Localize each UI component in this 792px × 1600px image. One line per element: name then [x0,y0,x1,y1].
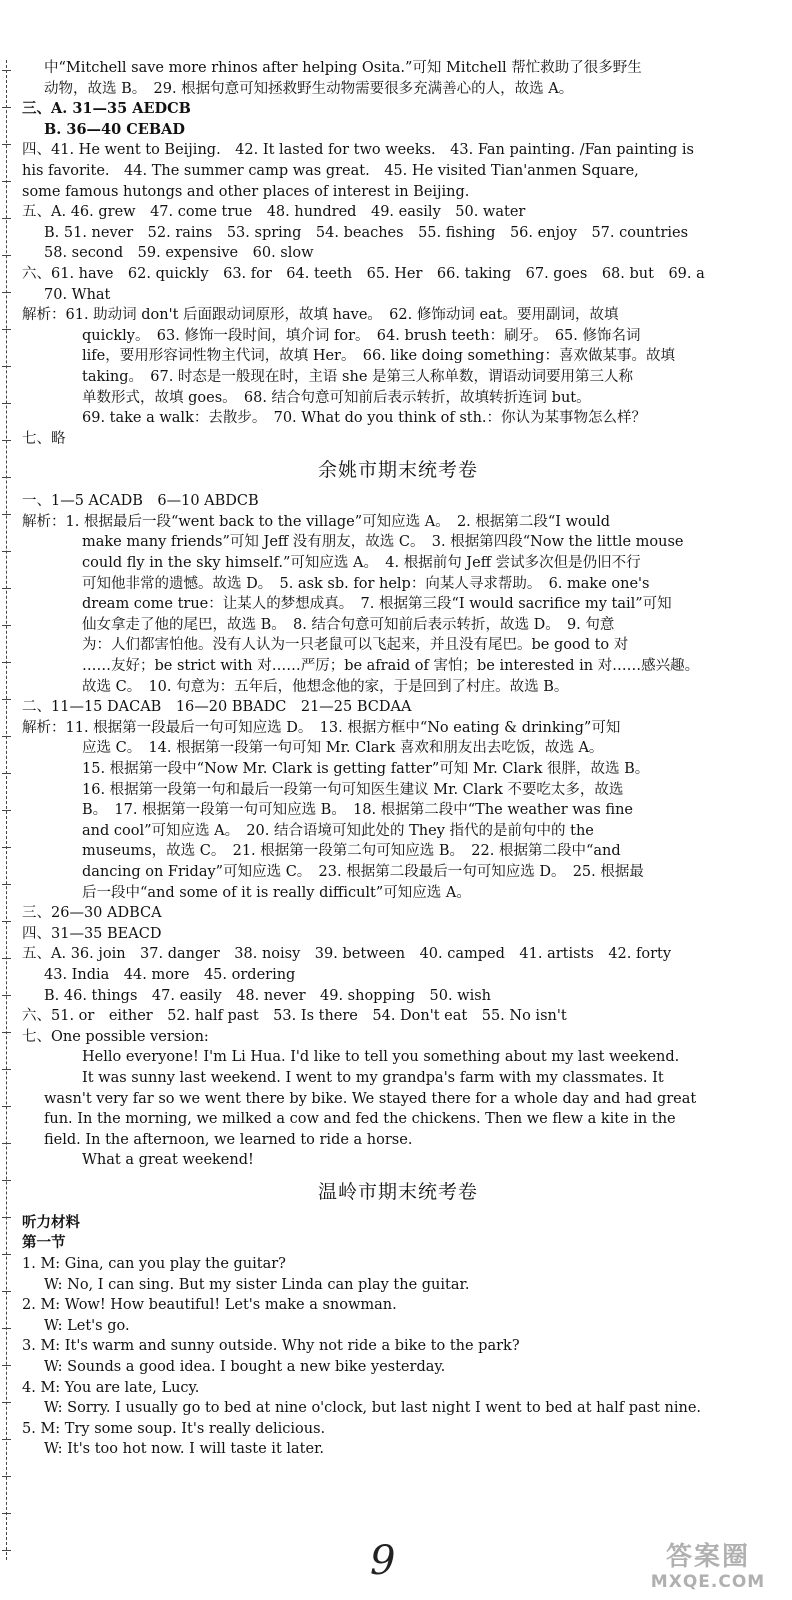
margin-tick [2,366,11,367]
text-line: It was sunny last weekend. I went to my grandpa's farm with my classmates. It [82,1069,664,1086]
text-line: 70. What [44,286,111,303]
margin-tick [2,144,11,145]
text-line: quickly。 63. 修饰一段时间，填介词 for。 64. brush teeth：刷牙。 65. 修饰名词 [82,327,641,344]
text-line: make many friends”可知 Jeff 没有朋友，故选 C。 3. 根据第四段“Now the little mouse [82,534,684,551]
margin-tick [2,1550,11,1551]
page-number: 9 [370,1538,396,1584]
text-line: 第一节 [22,1234,66,1252]
margin-tick [2,551,11,552]
text-line: 仙女拿走了他的尾巴，故选 B。 8. 结合句意可知前后表示转折，故选 D。 9. 句意 [82,616,615,633]
text-line: 三、A. 31—35 AEDCB [22,100,191,118]
section-title: 余姚市期末统考卷 [317,459,478,482]
text-line: B. 51. never 52. rains 53. spring 54. beaches 55. fishing 56. enjoy 57. countries [44,224,689,241]
text-line: 58. second 59. expensive 60. slow [44,245,314,262]
margin-tick [2,181,11,182]
text-line: W: It's too hot now. I will taste it later. [44,1441,325,1458]
text-line: What a great weekend! [82,1152,254,1169]
text-line: 可知他非常的遗憾。故选 D。 5. ask sb. for help：向某人寻求帮助。 6. make one's [82,575,650,592]
text-line: and cool”可知应选 A。 20. 结合语境可知此处的 They 指代的是前句中的 the [82,822,594,839]
margin-tick [2,107,11,108]
margin-tick [2,1365,11,1366]
watermark [638,1542,778,1594]
margin-tick [2,1513,11,1514]
text-line: 15. 根据第一段中“Now Mr. Clark is getting fatter”可知 Mr. Clark 很胖，故选 B。 [82,761,650,777]
watermark-url: MXQE.COM [650,1572,766,1592]
text-line: 3. M: It's warm and sunny outside. Why not ride a bike to the park? [22,1338,520,1355]
text-line: 六、61. have 62. quickly 63. for 64. teeth 65. Her 66. taking 67. goes 68. but 69. a [22,265,705,282]
text-line: 中“Mitchell save more rhinos after helping Osita.”可知 Mitchell 帮忙救助了很多野生 [44,60,642,76]
text-line: fun. In the morning, we milked a cow and fed the chickens. Then we flew a kite in the [44,1111,676,1128]
margin-tick [2,1254,11,1255]
margin-tick [2,810,11,811]
text-line: 动物，故选 B。 29. 根据句意可知拯救野生动物需要很多充满善心的人，故选 A。 [44,80,574,97]
margin-tick [2,736,11,737]
text-line: 5. M: Try some soup. It's really delicious. [22,1420,326,1437]
margin-tick [2,255,11,256]
margin-tick [2,1143,11,1144]
text-line: 16. 根据第一段第一句和最后一段第一句可知医生建议 Mr. Clark 不要吃太多，故选 [82,781,624,798]
text-line: 解析：11. 根据第一段最后一句可知应选 D。 13. 根据方框中“No eating & drinking”可知 [22,719,621,736]
margin-tick [2,773,11,774]
text-line: 一、1—5 ACADB 6—10 ABDCB [22,493,259,510]
margin-tick [2,477,11,478]
margin-tick [2,1069,11,1070]
text-line: some famous hutongs and other places of interest in Beijing. [22,183,470,200]
margin-tick [2,1106,11,1107]
answer-key-page [22,58,774,1460]
text-line: B。 17. 根据第一段第一句可知应选 B。 18. 根据第二段中“The weather was fine [82,802,633,819]
margin-tick [2,1180,11,1181]
text-line: Hello everyone! I'm Li Hua. I'd like to tell you something about my last weekend. [82,1049,680,1066]
text-line: 解析：61. 助动词 don't 后面跟动词原形，故填 have。 62. 修饰动词 eat。要用副词，故填 [22,307,619,324]
text-line: could fly in the sky himself.”可知应选 A。 4. 根据前句 Jeff 尝试多次但是仍旧不行 [82,555,641,572]
text-line: 1. M: Gina, can you play the guitar? [22,1256,286,1273]
text-line: ……友好；be strict with 对……严厉；be afraid of 害怕；be interested in 对……感兴趣。 [82,658,700,675]
text-line: W: Sorry. I usually go to bed at nine o'clock, but last night I went to bed at half past nine. [44,1400,702,1417]
text-line: field. In the afternoon, we learned to ride a horse. [44,1131,413,1148]
text-line: 4. M: You are late, Lucy. [22,1379,200,1396]
text-line: B. 46. things 47. easily 48. never 49. shopping 50. wish [44,987,492,1004]
text-line: 二、11—15 DACAB 16—20 BBADC 21—25 BCDAA [22,699,412,716]
text-line: 四、31—35 BEACD [22,925,162,942]
margin-tick [2,1328,11,1329]
text-line: 单数形式，故填 goes。 68. 结合句意可知前后表示转折，故填转折连词 but。 [82,389,591,406]
text-line: 七、略 [22,430,66,447]
margin-tick [2,884,11,885]
text-line: wasn't very far so we went there by bike. We stayed there for a whole day and had great [44,1090,697,1107]
text-line: 三、26—30 ADBCA [22,905,162,922]
text-line: his favorite. 44. The summer camp was great. 45. He visited Tian'anmen Square, [22,162,639,179]
text-line: 五、A. 36. join 37. danger 38. noisy 39. between 40. camped 41. artists 42. forty [22,946,672,963]
text-line: 五、A. 46. grew 47. come true 48. hundred 49. easily 50. water [22,204,526,221]
margin-tick [2,218,11,219]
margin-tick [2,1291,11,1292]
margin-tick [2,958,11,959]
watermark-logo: 答案圈 [665,1542,750,1572]
margin-tick [2,1032,11,1033]
text-line: 解析：1. 根据最后一段“went back to the village”可知应选 A。 2. 根据第二段“I would [22,513,611,530]
text-line: 2. M: Wow! How beautiful! Let's make a snowman. [22,1297,397,1314]
margin-tick [2,847,11,848]
text-line: 69. take a walk：去散步。 70. What do you think of sth.：你认为某事物怎么样？ [82,410,647,427]
margin-tick [2,1476,11,1477]
text-line: 43. India 44. more 45. ordering [44,966,296,983]
text-line: 为：人们都害怕他。没有人认为一只老鼠可以飞起来，并且没有尾巴。be good to 对 [82,637,629,654]
margin-tick [2,625,11,626]
margin-tick [2,1217,11,1218]
section-title: 温岭市期末统考卷 [317,1180,478,1203]
margin-tick [2,921,11,922]
text-line: 七、One possible version: [22,1028,209,1045]
margin-tick [2,292,11,293]
margin-tick [2,1439,11,1440]
margin-tick [2,699,11,700]
text-line: dream come true：让某人的梦想成真。 7. 根据第三段“I would sacrifice my tail”可知 [82,596,672,613]
text-line: 听力材料 [22,1213,80,1231]
text-line: 后一段中“and some of it is really difficult”可知应选 A。 [82,884,471,901]
text-line: W: Let's go. [44,1317,130,1334]
text-line: 六、51. or either 52. half past 53. Is there 54. Don't eat 55. No isn't [22,1008,567,1025]
margin-tick [2,995,11,996]
margin-tick [2,329,11,330]
text-line: B. 36—40 CEBAD [44,120,185,138]
margin-tick [2,662,11,663]
margin-tick [2,588,11,589]
text-line: 故选 C。 10. 句意为：五年后，他想念他的家，于是回到了村庄。故选 B。 [82,678,569,695]
text-line: W: Sounds a good idea. I bought a new bike yesterday. [44,1359,446,1376]
text-line: museums，故选 C。 21. 根据第一段第二句可知应选 B。 22. 根据第二段中“and [82,843,621,860]
text-line: 四、41. He went to Beijing. 42. It lasted for two weeks. 43. Fan painting. /Fan painting is [22,142,694,159]
margin-tick [2,1402,11,1403]
text-line: 应选 C。 14. 根据第一段第一句可知 Mr. Clark 喜欢和朋友出去吃饭，故选 A。 [82,740,604,757]
text-line: taking。 67. 时态是一般现在时，主语 she 是第三人称单数，谓语动词要用第三人称 [82,368,634,385]
margin-tick [2,440,11,441]
text-line: life，要用形容词性物主代词，故填 Her。 66. like doing something：喜欢做某事。故填 [82,348,675,365]
text-line: W: No, I can sing. But my sister Linda can play the guitar. [44,1276,470,1293]
text-line: dancing on Friday”可知应选 C。 23. 根据第二段最后一句可知应选 D。 25. 根据最 [82,863,644,880]
margin-tick [2,403,11,404]
margin-tick [2,70,11,71]
margin-tick [2,514,11,515]
